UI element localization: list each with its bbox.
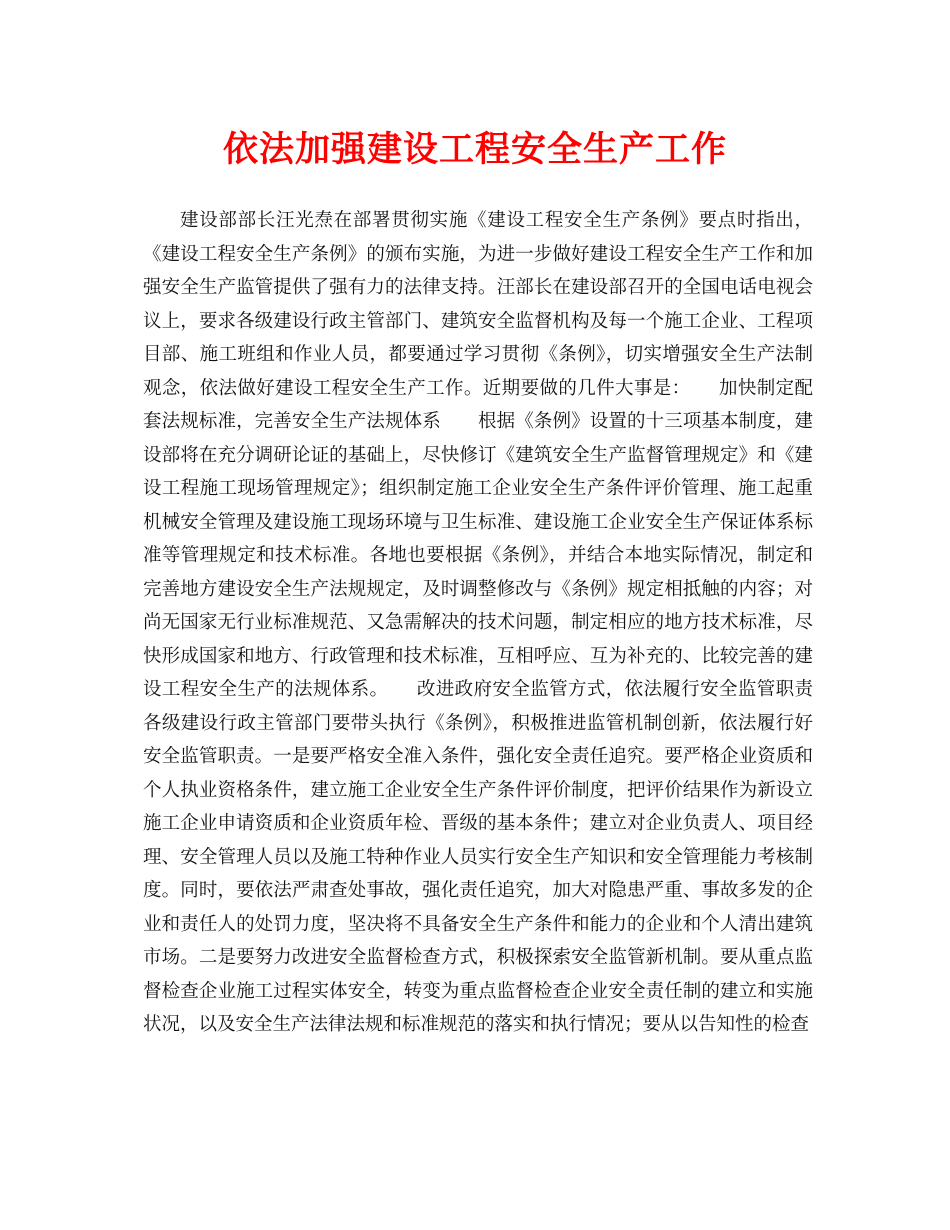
body-paragraph: 建设部部长汪光焘在部署贯彻实施《建设工程安全生产条例》要点时指出，《建设工程安全生产条例》的颁布实施，为进一步做好建设工程安全生产工作和加强安全生产监管提供了强有力的法律支持。汪部长在建设部召开的全国电话电视会议上，要求各级建设行政主管部门、建筑安全监督机构及每一个施工企业、工程项目部、施工班组和作业人员，都要通过学习贯彻《条例》，切实增强安全生产法制观念，依法做好建设工程安全生产工作。近期要做的几件大事是： 加快制定配套法规标准，完善安全生产法规体系 根据《条例》设置的十三项基本制度，建设部将在充分调研论证的基础上，尽快修订《建筑安全生产监督管理规定》和《建设工程施工现场管理规定》；组织制定施工企业安全生产条件评价管理、施工起重机械安全管理及建设施工现场环境与卫生标准、建设施工企业安全生产保证体系标准等管理规定和技术标准。各地也要根据《条例》，并结合本地实际情况，制定和完善地方建设安全生产法规规定，及时调整修改与《条例》规定相抵触的内容；对尚无国家无行业标准规范、又急需解决的技术问题，制定相应的地方技术标准，尽快形成国家和地方、行政管理和技术标准，互相呼应、互为补充的、比较完善的建设工程安全生产的法规体系。 改进政府安全监管方式，依法履行安全监管职责 各级建设行政主管部门要带头执行《条例》，积极推进监管机制创新，依法履行好安全监管职责。一是要严格安全准入条件，强化安全责任追究。要严格企业资质和个人执业资格条件，建立施工企业安全生产条件评价制度，把评价结果作为新设立施工企业申请资质和企业资质年检、晋级的基本条件；建立对企业负责人、项目经理、安全管理人员以及施工特种作业人员实行安全生产知识和安全管理能力考核制度。同时，要依法严肃查处事故，强化责任追究，加大对隐患严重、事故多发的企业和责任人的处罚力度，坚决将不具备安全生产条件和能力的企业和个人清出建筑市场。二是要努力改进安全监督检查方式，积极探索安全监管新机制。要从重点监督检查企业施工过程实体安全，转变为重点监督检查企业安全责任制的建立和实施状况，以及安全生产法律法规和标准规范的落实和执行情况；要从以告知性的检查 <box>143 210 851 1035</box>
document-title: 依法加强建设工程安全生产工作 <box>222 129 727 170</box>
